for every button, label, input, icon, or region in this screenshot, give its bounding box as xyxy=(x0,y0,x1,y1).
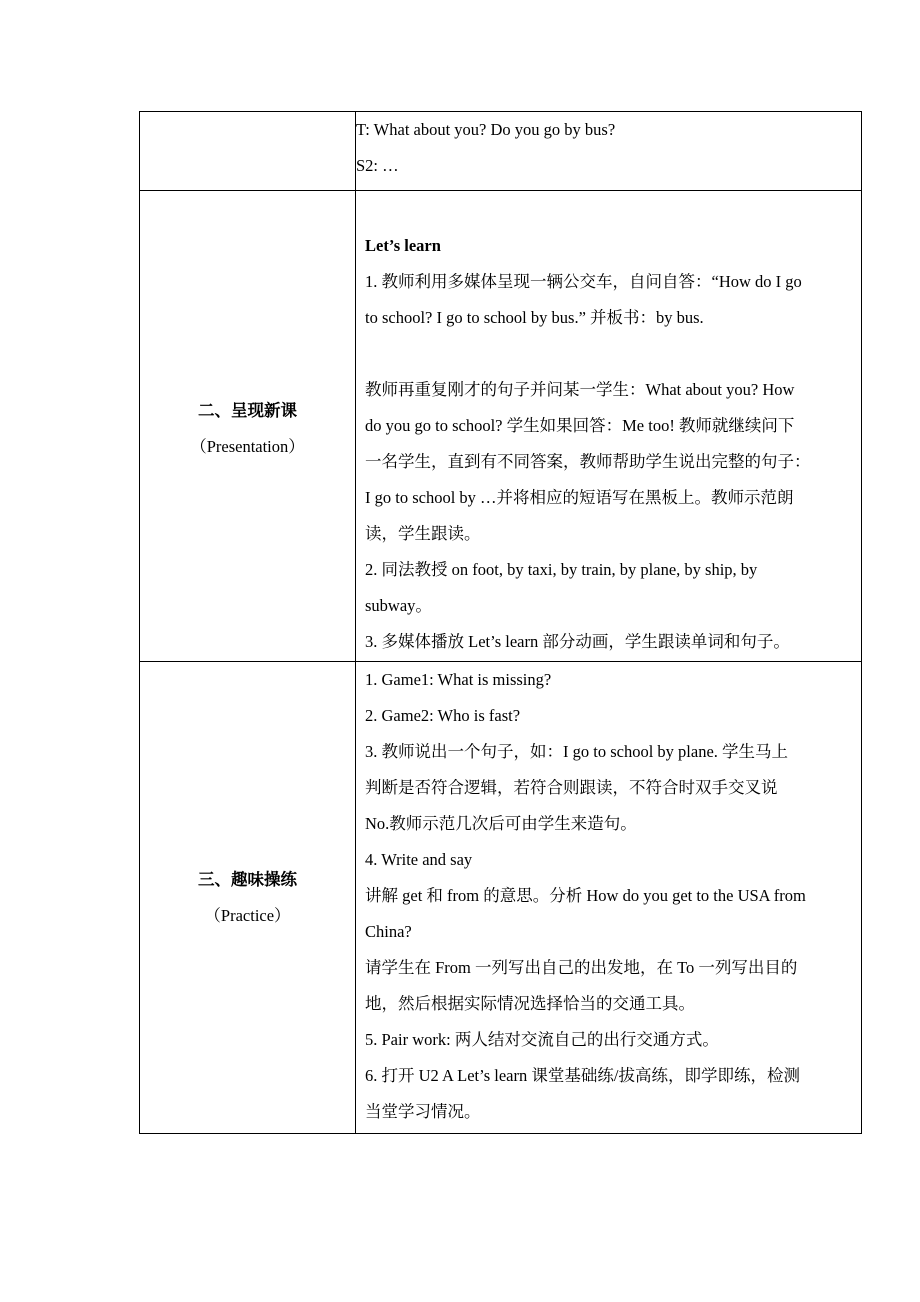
stage-title: 二、呈现新课 xyxy=(198,401,297,420)
table-row xyxy=(140,112,862,191)
activity-line: I go to school by …并将相应的短语写在黑板上。教师示范朗 xyxy=(365,488,794,507)
activity-line: 讲解 get 和 from 的意思。分析 How do you get to the USA from xyxy=(365,886,806,905)
activity-line: to school? I go to school by bus.” 并板书：by bus. xyxy=(365,308,704,327)
table-row xyxy=(140,191,862,662)
activity-line: 2. 同法教授 on foot, by taxi, by train, by plane, by ship, by xyxy=(365,560,758,579)
activity-cell xyxy=(356,112,862,191)
activity-line: 地，然后根据实际情况选择恰当的交通工具。 xyxy=(365,994,695,1013)
table-row xyxy=(140,662,862,1134)
activity-line: 1. Game1: What is missing? xyxy=(365,670,552,689)
activity-line: 一名学生，直到有不同答案，教师帮助学生说出完整的句子： xyxy=(365,452,811,471)
activity-line: 当堂学习情况。 xyxy=(365,1102,481,1121)
activity-cell xyxy=(356,191,862,662)
stage-cell-empty xyxy=(140,112,356,191)
activity-cell xyxy=(356,662,862,1134)
activity-line: No.教师示范几次后可由学生来造句。 xyxy=(365,814,637,833)
activity-line: 3. 多媒体播放 Let’s learn 部分动画，学生跟读单词和句子。 xyxy=(365,632,790,651)
stage-subtitle: （Presentation） xyxy=(190,437,305,456)
stage-title: 三、趣味操练 xyxy=(198,870,297,889)
activity-line: 5. Pair work: 两人结对交流自己的出行交通方式。 xyxy=(365,1030,719,1049)
activity-line: China? xyxy=(365,922,412,941)
stage-cell xyxy=(140,662,356,1134)
stage-cell xyxy=(140,191,356,662)
activity-line: 4. Write and say xyxy=(365,850,473,869)
activity-line: subway。 xyxy=(365,596,432,615)
section-heading: Let’s learn xyxy=(365,236,441,255)
stage-subtitle: （Practice） xyxy=(204,906,291,925)
activity-line: 1. 教师利用多媒体呈现一辆公交车，自问自答：“How do I go xyxy=(365,272,802,291)
activity-line: 2. Game2: Who is fast? xyxy=(365,706,521,725)
activity-line: 读，学生跟读。 xyxy=(365,524,481,543)
blank-line xyxy=(365,336,861,372)
dialogue-line: S2: … xyxy=(356,156,399,175)
activity-line: 3. 教师说出一个句子，如：I go to school by plane. 学生马上 xyxy=(365,742,789,761)
lesson-plan-table xyxy=(139,111,862,1134)
activity-line: 教师再重复刚才的句子并问某一学生：What about you? How xyxy=(365,380,795,399)
dialogue-line: T: What about you? Do you go by bus? xyxy=(356,120,616,139)
activity-line: 判断是否符合逻辑，若符合则跟读，不符合时双手交叉说 xyxy=(365,778,778,797)
activity-line: 请学生在 From 一列写出自己的出发地，在 To 一列写出目的 xyxy=(365,958,798,977)
activity-line: do you go to school? 学生如果回答：Me too! 教师就继续问下 xyxy=(365,416,795,435)
activity-line: 6. 打开 U2 A Let’s learn 课堂基础练/拔高练，即学即练，检测 xyxy=(365,1066,800,1085)
